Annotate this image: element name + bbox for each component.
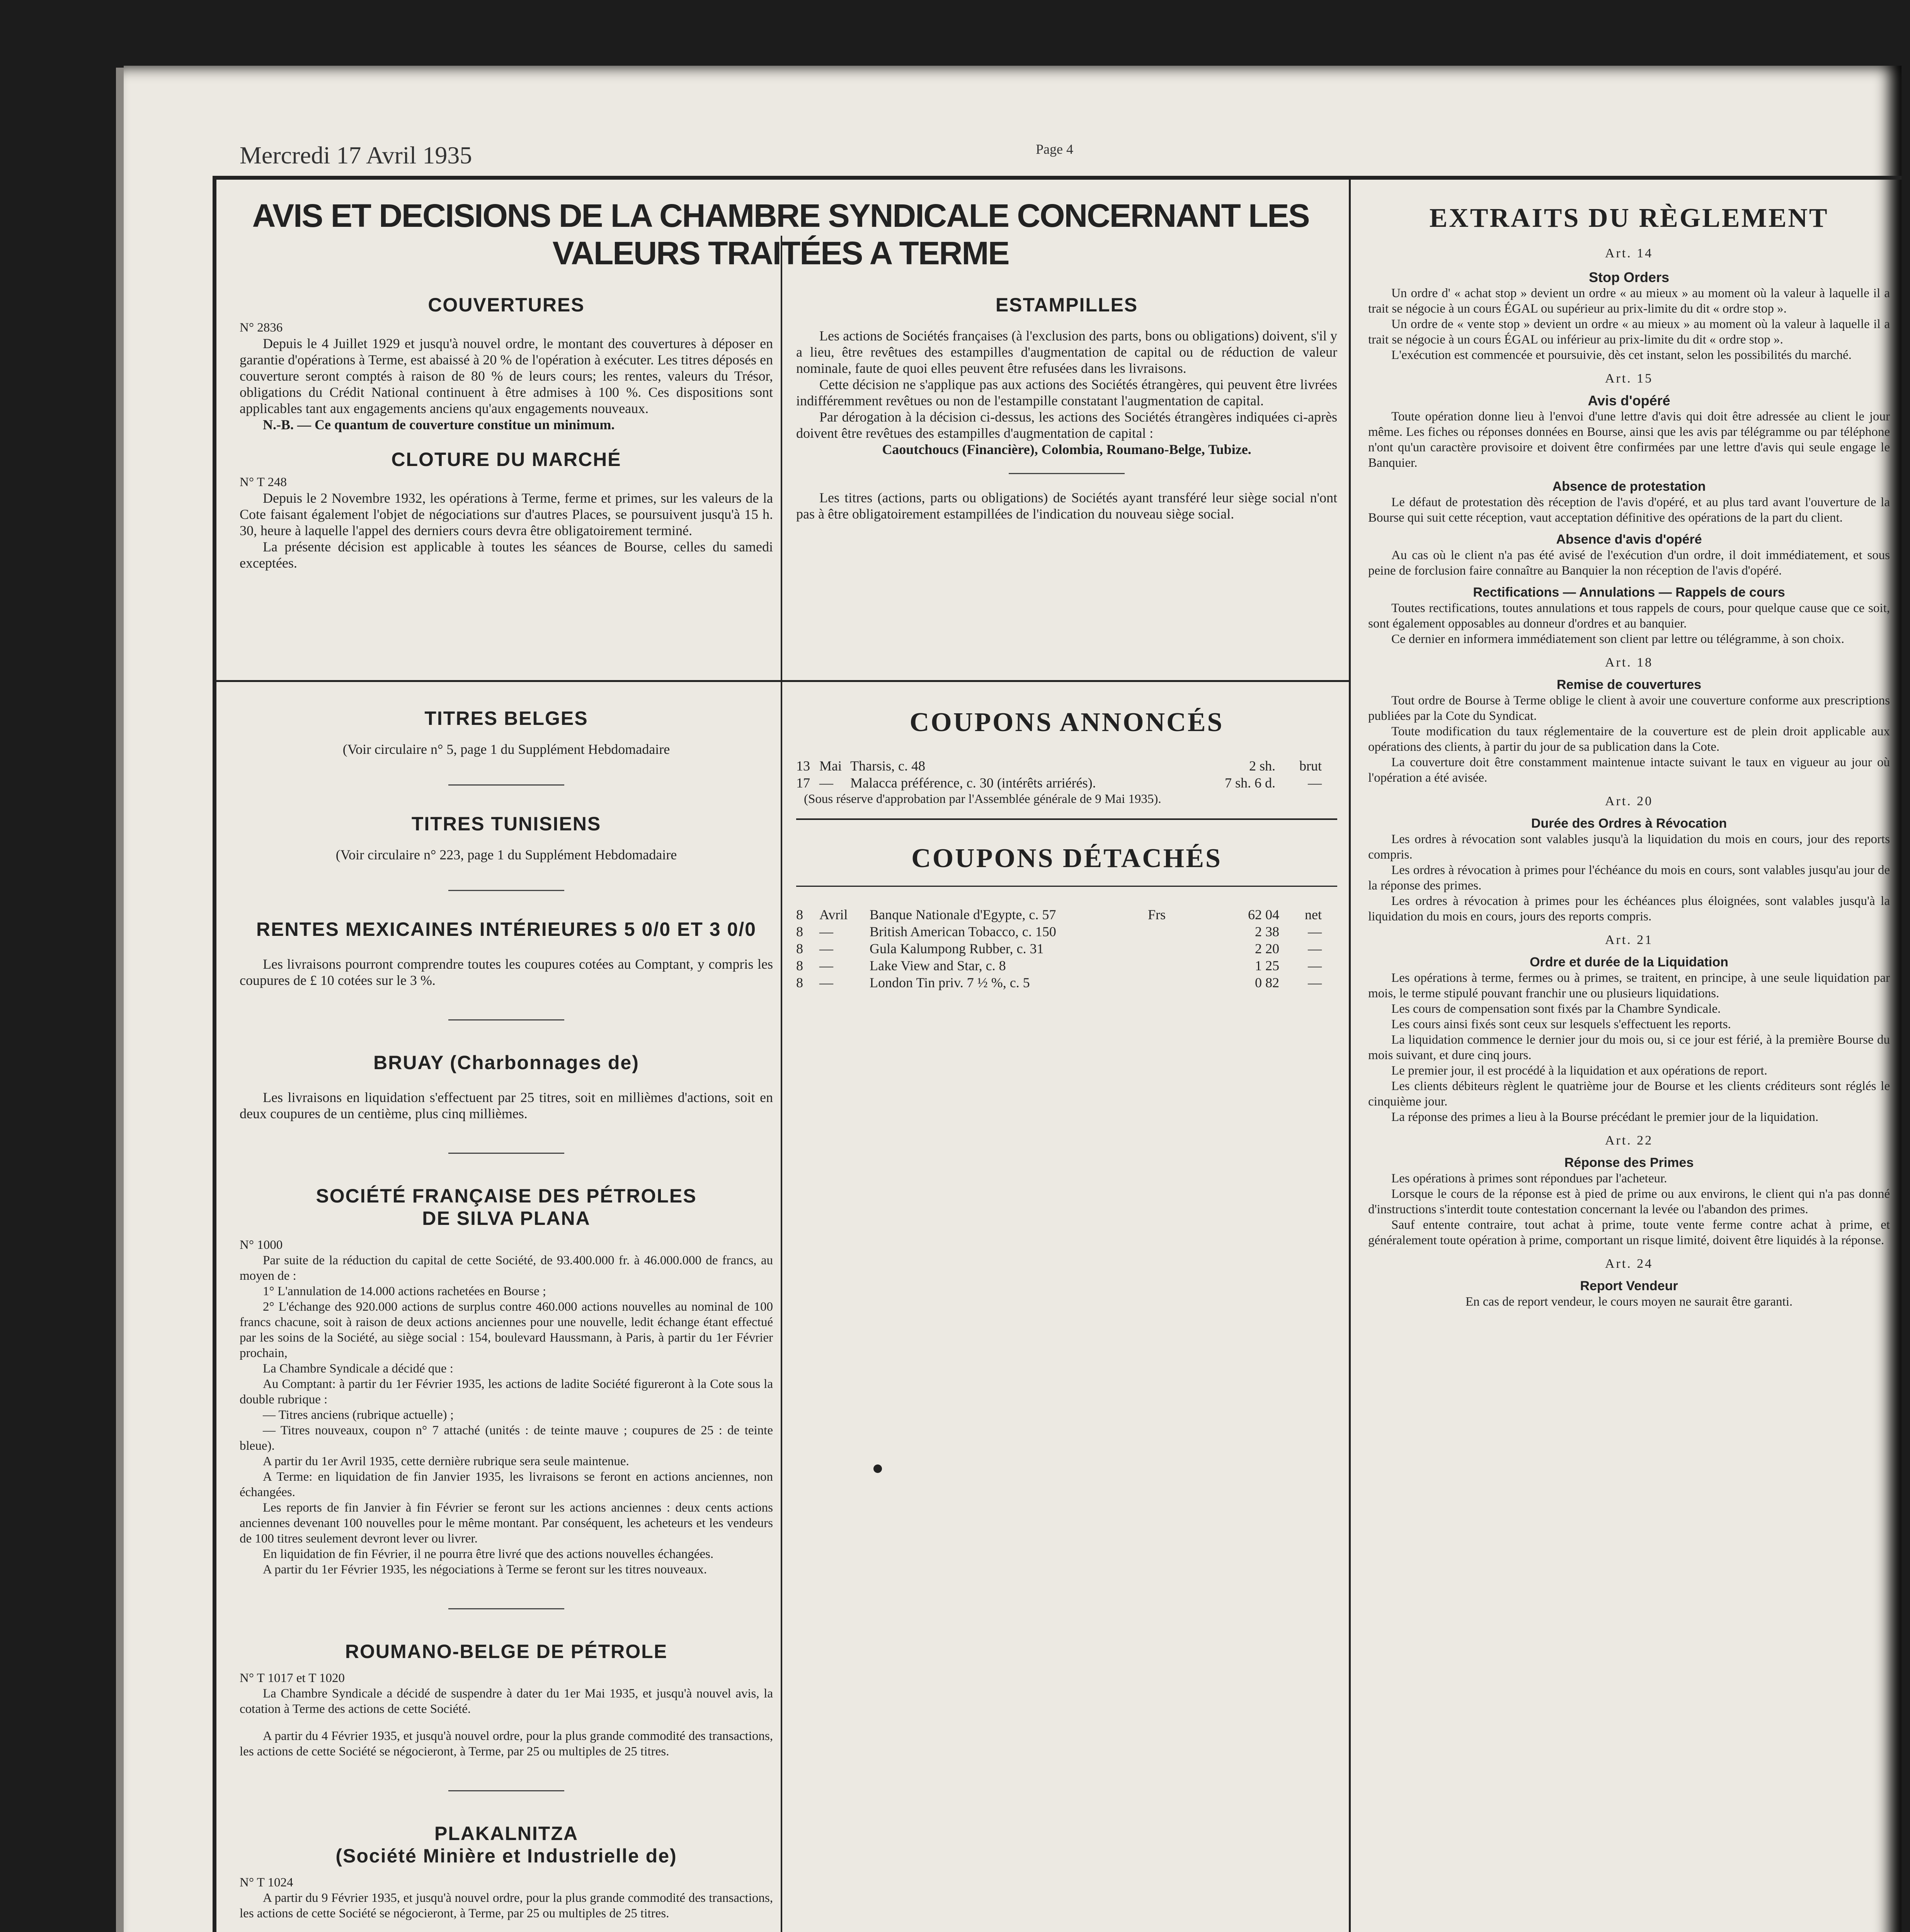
mid-rule	[216, 680, 1349, 682]
coupon-annonce-row-cell: 7 sh. 6 d.	[1224, 775, 1275, 791]
coupon-annonce-row-cell: —	[1308, 775, 1322, 791]
titres-belges-text: (Voir circulaire n° 5, page 1 du Supplément Hebdomadaire	[342, 742, 670, 757]
silva-num: N° 1000	[240, 1238, 283, 1252]
coupon-annonce-row-cell: Mai	[819, 758, 842, 774]
couvertures-nb: N.-B. — Ce quantum de couverture constitue un minimum.	[263, 417, 615, 432]
duree-title: Durée des Ordres à Révocation	[1531, 816, 1727, 831]
silva-l11: A partir du 1er Février 1935, les négociations à Terme se feront sur les titres nouveaux.	[263, 1563, 707, 1577]
rect-title: Rectifications — Annulations — Rappels de cours	[1473, 585, 1785, 600]
cloture-num: N° T 248	[240, 475, 287, 489]
coupon-detache-row-cell: 8	[796, 958, 803, 973]
separator	[448, 784, 564, 786]
roumano-text: La Chambre Syndicale a décidé de suspendre à dater du 1er Mai 1935, et jusqu'à nouvel avis, la cotation à Terme des actions de cette Société.	[240, 1687, 773, 1716]
absence-avis-1: Au cas où le client n'a pas été avisé de l'exécution d'un ordre, il doit immédiatement, et sous peine de forclusion faire connaître au Banquier la non réception de l'avis d'opéré.	[1368, 548, 1890, 578]
silva-l5: — Titres anciens (rubrique actuelle) ;	[263, 1408, 454, 1422]
coupon-annonce-row	[796, 757, 1337, 774]
duree-3: Les ordres à révocation à primes pour les échéances plus éloignées, sont valables jusqu'à la liquidation du mois en cours, jours des reports compris.	[1368, 894, 1890, 923]
coupon-detache-row-cell: 8	[796, 924, 803, 939]
coupons-rule	[796, 886, 1337, 887]
rentes-text: Les livraisons pourront comprendre toutes les coupures cotées au Comptant, y compris les coupures de £ 10 cotées sur le 3 %.	[240, 956, 773, 988]
reponse-title: Réponse des Primes	[1564, 1155, 1694, 1170]
coupon-detache-row-cell: —	[819, 975, 833, 990]
reglement-column	[1368, 203, 1890, 1310]
coupon-detache-row-cell	[1148, 957, 1202, 974]
art-21: Art. 21	[1605, 933, 1653, 947]
coupon-detache-row	[796, 957, 1337, 974]
estampilles-text3: Par dérogation à la décision ci-dessus, les actions des Sociétés étrangères indiquées ci-après doivent être revêtues des estampilles d'augmentation de capital :	[796, 409, 1337, 441]
silva-l2: 2° L'échange des 920.000 actions de surplus contre 460.000 actions nouvelles au nominal de 100 francs chacune, soit à raison de deux actions anciennes pour une nouvelle, ledit échange étant effectué par les soins de la Société, au siège social : 154, boulevard Haussmann, à Paris, à partir du 1er Février prochain,	[240, 1300, 773, 1360]
coupons-annonces-note: (Sous réserve d'approbation par l'Assemblée générale de 9 Mai 1935).	[804, 792, 1161, 806]
ordre-5: Le premier jour, il est procédé à la liquidation et aux opérations de report.	[1391, 1064, 1767, 1078]
remise-title: Remise de couvertures	[1556, 677, 1702, 692]
stop-2: Un ordre de « vente stop » devient un ordre « au mieux » au moment où la valeur à laquelle il a trait se négocie à un cours ÉGAL ou inférieur au prix-limite du dit « ordre stop ».	[1368, 317, 1890, 347]
art-20: Art. 20	[1605, 794, 1653, 808]
silva-title2: DE SILVA PLANA	[422, 1208, 591, 1229]
plakalnitza-title: PLAKALNITZA	[434, 1823, 578, 1844]
estampilles-text2: Cette décision ne s'applique pas aux actions des Sociétés étrangères, qui peuvent être livrées indifféremment revêtues ou non de l'estampille constatant l'augmentation de capital.	[796, 377, 1337, 408]
coupon-annonce-row-cell: 17	[796, 775, 810, 791]
coupon-detache-row-cell: 8	[796, 941, 803, 956]
plakalnitza-subtitle: (Société Minière et Industrielle de)	[335, 1845, 677, 1867]
newspaper-page	[124, 66, 1901, 1932]
estampilles-text4: Les titres (actions, parts ou obligations) de Sociétés ayant transféré leur siège social n'ont pas à être obligatoirement estampillées de l'indication du nouveau siège social.	[796, 490, 1337, 522]
silva-l10: En liquidation de fin Février, il ne pourra être livré que des actions nouvelles échangées.	[263, 1547, 714, 1561]
report-title: Report Vendeur	[1580, 1279, 1678, 1293]
art-14: Art. 14	[1605, 246, 1653, 260]
roumano-title: ROUMANO-BELGE DE PÉTROLE	[345, 1641, 668, 1662]
roumano-text2: A partir du 4 Février 1935, et jusqu'à nouvel ordre, pour la plus grande commodité des transactions, les actions de cette Société se négocieront, à Terme, par 25 ou multiples de 25 titres.	[240, 1729, 773, 1759]
coupon-detache-row	[796, 974, 1337, 991]
silva-text: Par suite de la réduction du capital de cette Société, de 93.400.000 fr. à 46.000.000 de francs, au moyen de :	[240, 1253, 773, 1283]
coupon-detache-row	[796, 923, 1337, 940]
art-18: Art. 18	[1605, 655, 1653, 670]
plakalnitza-num: N° T 1024	[240, 1876, 293, 1889]
cloture-text: Depuis le 2 Novembre 1932, les opérations à Terme, ferme et primes, sur les valeurs de la Cote faisant également l'objet de négociations sur d'autres Places, se poursuivent jusqu'à 15 h. 30, heure à laquelle l'appel des derniers cours devra être obligatoirement terminé.	[240, 490, 773, 538]
coupon-detache-row-cell: Banque Nationale d'Egypte, c. 57	[870, 907, 1056, 922]
duree-1: Les ordres à révocation sont valables jusqu'à la liquidation du mois en cours, jour des reports compris.	[1368, 832, 1890, 862]
coupon-detache-row-cell: Gula Kalumpong Rubber, c. 31	[870, 941, 1044, 956]
coupons-annonces-table	[796, 757, 1337, 791]
remise-2: Toute modification du taux réglementaire de la couverture est de plein droit applicable aux opérations des clients, à partir du jour de sa publication dans la Cote.	[1368, 724, 1890, 754]
right-column-rule	[1349, 180, 1351, 1932]
coupon-annonce-row-cell: 13	[796, 758, 810, 774]
silva-l7: A partir du 1er Avril 1935, cette dernière rubrique sera seule maintenue.	[263, 1454, 629, 1468]
coupon-detache-row-cell: Avril	[819, 907, 848, 922]
estampilles-list: Caoutchoucs (Financière), Colombia, Roumano-Belge, Tubize.	[882, 442, 1251, 457]
top-rule	[213, 176, 1901, 180]
page-header	[240, 141, 1863, 172]
coupon-detache-row-cell: London Tin priv. 7 ½ %, c. 5	[870, 975, 1030, 990]
art-24: Art. 24	[1605, 1257, 1653, 1271]
remise-1: Tout ordre de Bourse à Terme oblige le client à avoir une couverture conforme aux prescriptions publiées par la Cote du Syndicat.	[1368, 694, 1890, 723]
coupon-annonce-row-cell: Malacca préférence, c. 30 (intérêts arriérés).	[850, 775, 1096, 791]
separator	[448, 890, 564, 891]
coupon-detache-row-cell: 1 25	[1255, 958, 1279, 973]
ordre-title: Ordre et durée de la Liquidation	[1530, 955, 1728, 969]
ordre-2: Les cours de compensation sont fixés par la Chambre Syndicale.	[1391, 1002, 1721, 1016]
coupons-annonces-title: COUPONS ANNONCÉS	[909, 707, 1224, 737]
silva-l3: La Chambre Syndicale a décidé que :	[263, 1362, 453, 1376]
titres-belges-title: TITRES BELGES	[424, 707, 588, 729]
lower-split-rule	[781, 682, 782, 1932]
silva-l9: Les reports de fin Janvier à fin Février se feront sur les actions anciennes : deux cents actions anciennes devenant 100 nouvelles pour le même montant. Par conséquent, les acheteurs et les vendeurs de 100 titres seulement devront lever ou livrer.	[240, 1501, 773, 1546]
rect-1: Toutes rectifications, toutes annulations et tous rappels de cours, pour quelque cause que ce soit, sont également opposables au donneur d'ordres et au banquier.	[1368, 601, 1890, 631]
coupon-detache-row-cell: —	[1308, 924, 1322, 939]
remise-3: La couverture doit être constamment maintenue intacte suivant le taux en vigueur au jour où l'opération a été avisée.	[1368, 755, 1890, 785]
main-title: AVIS ET DECISIONS DE LA CHAMBRE SYNDICALE CONCERNANT LES VALEURS TRAITÉES A TERME	[252, 197, 1309, 271]
coupon-detache-row-cell	[1148, 940, 1202, 957]
silva-l4: Au Comptant: à partir du 1er Février 1935, les actions de ladite Société figureront à la Cote sous la double rubrique :	[240, 1377, 773, 1406]
titres-tunisiens-text: (Voir circulaire n° 223, page 1 du Supplément Hebdomadaire	[335, 847, 677, 862]
coupon-detache-row-cell: 2 20	[1255, 941, 1279, 956]
ordre-7: La réponse des primes a lieu à la Bourse précédant le premier jour de la liquidation.	[1391, 1110, 1819, 1124]
separator	[448, 1608, 564, 1609]
silva-l8: A Terme: en liquidation de fin Janvier 1935, les livraisons se feront en actions anciennes, non échangées.	[240, 1470, 773, 1499]
ordre-6: Les clients débiteurs règlent le quatrième jour de Bourse et les clients créditeurs sont réglés le cinquième jour.	[1368, 1079, 1890, 1109]
coupon-detache-row-cell: Lake View and Star, c. 8	[870, 958, 1006, 973]
print-dot	[873, 1464, 882, 1473]
coupon-detache-row-cell: 8	[796, 907, 803, 922]
coupons-detaches-table	[796, 906, 1337, 991]
couvertures-text: Depuis le 4 Juillet 1929 et jusqu'à nouvel ordre, le montant des couvertures à déposer en garantie d'opérations à Terme, est abaissé à 20 % de l'opération à exécuter. Les titres déposés en couverture seront comptés à raison de 80 % de leurs cours; les rentes, valeurs du Trésor, obligations du Crédit National continuent à être admises à 100 %. Ces dispositions sont applicables tant aux engagements anciens qu'aux engagements nouveaux.	[240, 336, 773, 416]
ordre-3: Les cours ainsi fixés sont ceux sur lesquels s'effectuent les reports.	[1391, 1017, 1731, 1031]
header-date: Mercredi 17 Avril 1935	[240, 141, 472, 169]
estampilles-title: ESTAMPILLES	[995, 294, 1138, 316]
couvertures-num: N° 2836	[240, 321, 283, 335]
silva-l1: 1° L'annulation de 14.000 actions rachetées en Bourse ;	[263, 1284, 546, 1298]
coupons-detaches-title: COUPONS DÉTACHÉS	[911, 844, 1222, 873]
titres-tunisiens-title: TITRES TUNISIENS	[411, 813, 601, 835]
reponse-2: Lorsque le cours de la réponse est à pied de prime ou aux environs, le client qui n'a pas donné d'instructions s'interdit toute contestation concernant la levée ou l'abandon des primes.	[1368, 1187, 1890, 1216]
absence-avis-title: Absence d'avis d'opéré	[1556, 532, 1702, 547]
coupons-rule	[796, 818, 1337, 820]
separator	[1009, 473, 1125, 474]
ordre-1: Les opérations à terme, fermes ou à primes, se traitent, en principe, à une seule liquidation par mois, le terme stipulé pouvant franchir une ou plusieurs liquidations.	[1368, 971, 1890, 1000]
separator	[448, 1153, 564, 1154]
coupon-detache-row-cell: 2 38	[1255, 924, 1279, 939]
coupon-detache-row-cell: —	[819, 958, 833, 973]
absence-1: Le défaut de protestation dès réception de l'avis d'opéré, et au plus tard avant l'ouverture de la Bourse qui suit cette réception, vaut acceptation définitive des opérations de la part du client.	[1368, 495, 1890, 525]
opere-1: Toute opération donne lieu à l'envoi d'une lettre d'avis qui doit être adressée au client le jour même. Les fiches ou réponses données en Bourse, ainsi que les avis par télégramme ou par téléphone n'ont qu'un caractère provisoire et doivent être confirmées par une lettre d'avis qui seule engage le Banquier.	[1368, 410, 1890, 470]
section-couvertures	[240, 294, 773, 571]
coupon-detache-row-cell: —	[819, 941, 833, 956]
coupon-detache-row-cell: net	[1305, 907, 1322, 922]
roumano-num: N° T 1017 et T 1020	[240, 1671, 345, 1685]
cloture-title: CLOTURE DU MARCHÉ	[391, 449, 621, 470]
stop-1: Un ordre d' « achat stop » devient un ordre « au mieux » au moment où la valeur à laquelle il a trait se négocie à un cours ÉGAL ou supérieur au prix-limite du dit « ordre stop ».	[1368, 286, 1890, 316]
stop-title: Stop Orders	[1588, 269, 1670, 285]
coupon-detache-row	[796, 940, 1337, 957]
coupon-detache-row-cell	[1148, 974, 1202, 991]
rentes-title: RENTES MEXICAINES INTÉRIEURES 5 0/0 ET 3 0/0	[256, 918, 756, 940]
coupon-detache-row	[796, 906, 1337, 923]
cloture-text2: La présente décision est applicable à toutes les séances de Bourse, celles du samedi exceptées.	[240, 539, 773, 571]
art-22: Art. 22	[1605, 1133, 1653, 1148]
coupon-detache-row-cell: 0 82	[1255, 975, 1279, 990]
header-page: Page 4	[1036, 141, 1073, 157]
estampilles-text: Les actions de Sociétés françaises (à l'exclusion des parts, bons ou obligations) doivent, s'il y a lieu, être revêtues des estampilles d'augmentation de capital ou de réduction de valeur nominale, faute de quoi elles peuvent être refusées dans les livraisons.	[796, 328, 1337, 376]
rect-2: Ce dernier en informera immédiatement son client par lettre ou télégramme, à son choix.	[1391, 632, 1844, 646]
bruay-title: BRUAY (Charbonnages de)	[373, 1052, 639, 1073]
coupon-detache-row-cell: 62 04	[1248, 907, 1279, 922]
stop-3: L'exécution est commencée et poursuivie, dès cet instant, selon les possibilités du marché.	[1391, 348, 1852, 362]
couvertures-title: COUVERTURES	[428, 294, 585, 316]
top-split-rule	[781, 236, 782, 680]
left-rule	[213, 176, 216, 1932]
silva-l6: — Titres nouveaux, coupon n° 7 attaché (unités : de teinte mauve ; coupures de 25 : de teinte bleue).	[240, 1423, 773, 1453]
coupon-annonce-row-cell: —	[819, 775, 833, 791]
separator	[448, 1019, 564, 1020]
reglement-title: EXTRAITS DU RÈGLEMENT	[1429, 203, 1829, 233]
ordre-4: La liquidation commence le dernier jour du mois ou, si ce jour est férié, à la première Bourse du mois suivant, et dure cinq jours.	[1368, 1033, 1890, 1062]
coupon-detache-row-cell	[1148, 923, 1202, 940]
coupon-detache-row-cell: Frs	[1148, 907, 1166, 922]
coupon-annonce-row-cell: brut	[1299, 758, 1322, 774]
reponse-3: Sauf entente contraire, tout achat à prime, toute vente ferme contre achat à prime, et généralement toute opération à prime, comportant un risque limité, doivent être liquidés à la réponse.	[1368, 1218, 1890, 1247]
coupon-detache-row-cell: British American Tobacco, c. 150	[870, 924, 1056, 939]
coupon-detache-row-cell: —	[1308, 958, 1322, 973]
separator	[448, 1790, 564, 1791]
left-lower-column	[240, 707, 773, 1932]
silva-title1: SOCIÉTÉ FRANÇAISE DES PÉTROLES	[316, 1185, 697, 1207]
coupons-column	[796, 707, 1337, 991]
coupon-annonce-row-cell: Tharsis, c. 48	[850, 758, 925, 774]
coupon-detache-row-cell: —	[1308, 941, 1322, 956]
section-estampilles	[796, 294, 1337, 522]
coupon-detache-row-cell: —	[1308, 975, 1322, 990]
absence-title: Absence de protestation	[1552, 479, 1706, 494]
plakalnitza-text: A partir du 9 Février 1935, et jusqu'à nouvel ordre, pour la plus grande commodité des transactions, les actions de cette Société se négocieront, à Terme, par 25 ou multiples de 25 titres.	[240, 1891, 773, 1920]
report-1: En cas de report vendeur, le cours moyen ne saurait être garanti.	[1465, 1295, 1793, 1309]
opere-title: Avis d'opéré	[1588, 393, 1670, 408]
coupon-detache-row-cell: 8	[796, 975, 803, 990]
coupon-annonce-row-cell: 2 sh.	[1249, 758, 1275, 774]
bruay-text: Les livraisons en liquidation s'effectuent par 25 titres, soit en millièmes d'actions, soit en deux coupures de un centième, plus cinq millièmes.	[240, 1090, 773, 1121]
art-15: Art. 15	[1605, 371, 1653, 386]
coupon-annonce-row	[796, 774, 1337, 791]
reponse-1: Les opérations à primes sont répondues par l'acheteur.	[1391, 1172, 1667, 1185]
coupon-detache-row-cell: —	[819, 924, 833, 939]
duree-2: Les ordres à révocation à primes pour l'échéance du mois en cours, sont valables jusqu'au jour de la réponse des primes.	[1368, 863, 1890, 893]
